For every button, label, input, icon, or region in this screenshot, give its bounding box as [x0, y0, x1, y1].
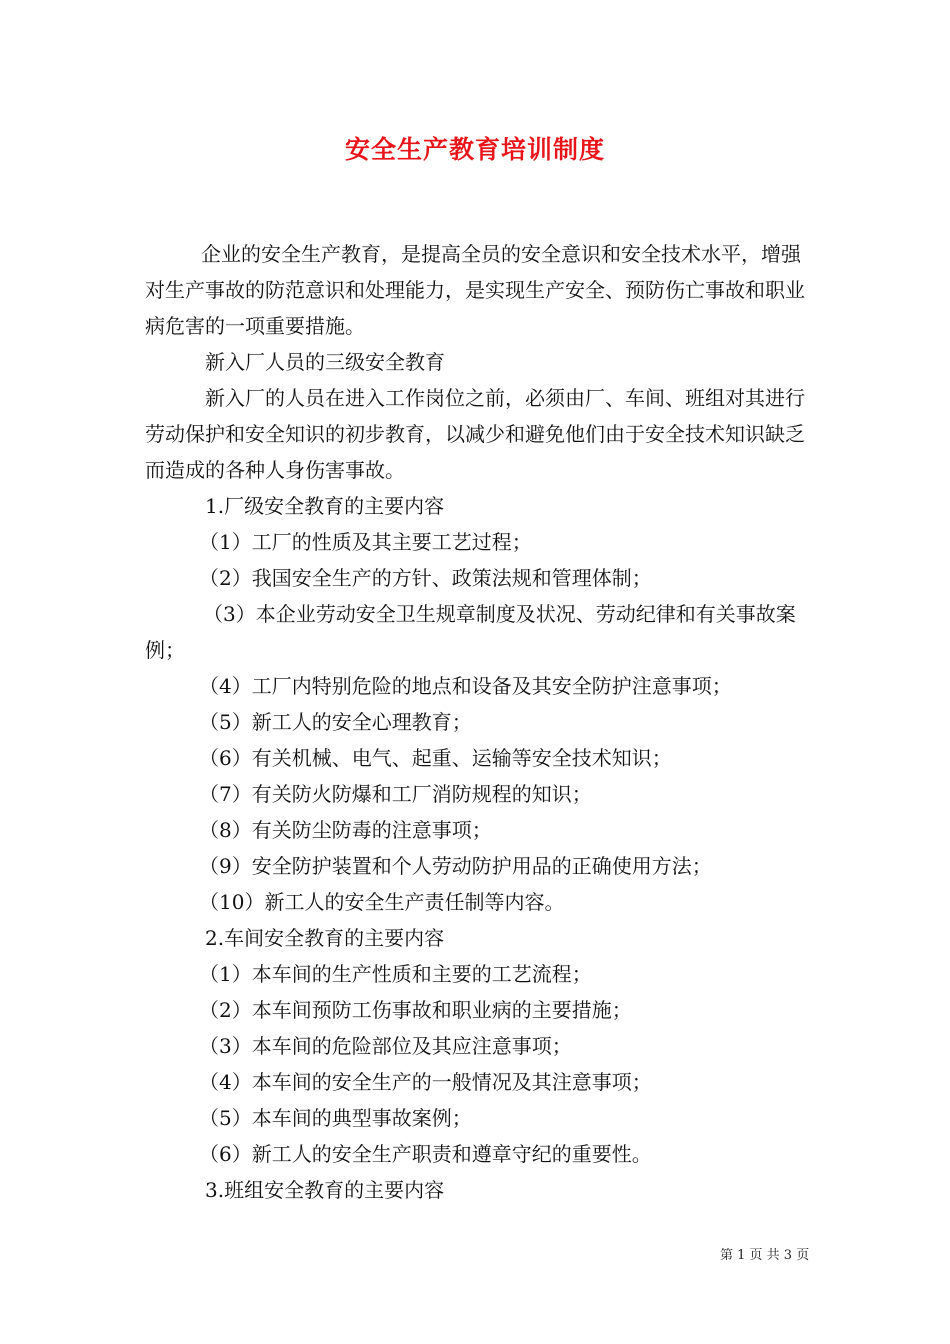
section-heading: 新入厂人员的三级安全教育	[205, 350, 445, 374]
list-item: （10）新工人的安全生产责任制等内容。	[199, 890, 565, 914]
subsection-heading-factory: 1.厂级安全教育的主要内容	[205, 494, 445, 518]
list-item: （7）有关防火防爆和工厂消防规程的知识；	[199, 782, 592, 806]
paragraph-new-staff: 新入厂的人员在进入工作岗位之前，必须由厂、车间、班组对其进行劳动保护和安全知识的初步教育，以减少和避免他们由于安全技术知识缺乏而造成的各种人身伤害事故。	[145, 386, 805, 482]
list-item: （5）新工人的安全心理教育；	[199, 710, 472, 734]
list-item: （6）有关机械、电气、起重、运输等安全技术知识；	[199, 746, 672, 770]
list-item: （6）新工人的安全生产职责和遵章守纪的重要性。	[199, 1142, 652, 1166]
list-item: （1）工厂的性质及其主要工艺过程；	[199, 530, 532, 554]
list-item: （4）本车间的安全生产的一般情况及其注意事项；	[199, 1070, 652, 1094]
paragraph-intro: 企业的安全生产教育，是提高全员的安全意识和安全技术水平，增强对生产事故的防范意识和处理能力，是实现生产安全、预防伤亡事故和职业病危害的一项重要措施。	[145, 242, 805, 338]
subsection-heading-team: 3.班组安全教育的主要内容	[205, 1178, 445, 1202]
subsection-heading-workshop: 2.车间安全教育的主要内容	[205, 926, 445, 950]
list-item: （4）工厂内特别危险的地点和设备及其安全防护注意事项；	[199, 674, 732, 698]
document-body	[145, 236, 815, 1208]
list-item: （2）我国安全生产的方针、政策法规和管理体制；	[199, 566, 652, 590]
list-item: （3）本企业劳动安全卫生规章制度及状况、劳动纪律和有关事故案例；	[145, 602, 796, 662]
list-item: （8）有关防尘防毒的注意事项；	[199, 818, 492, 842]
page-footer: 第 1 页 共 3 页	[720, 1248, 810, 1263]
list-item: （5）本车间的典型事故案例；	[199, 1106, 472, 1130]
list-item: （2）本车间预防工伤事故和职业病的主要措施；	[199, 998, 632, 1022]
list-item: （1）本车间的生产性质和主要的工艺流程；	[199, 962, 592, 986]
document-title: 安全生产教育培训制度	[344, 135, 605, 164]
list-item: （3）本车间的危险部位及其应注意事项；	[199, 1034, 572, 1058]
list-item: （9）安全防护装置和个人劳动防护用品的正确使用方法；	[199, 854, 712, 878]
